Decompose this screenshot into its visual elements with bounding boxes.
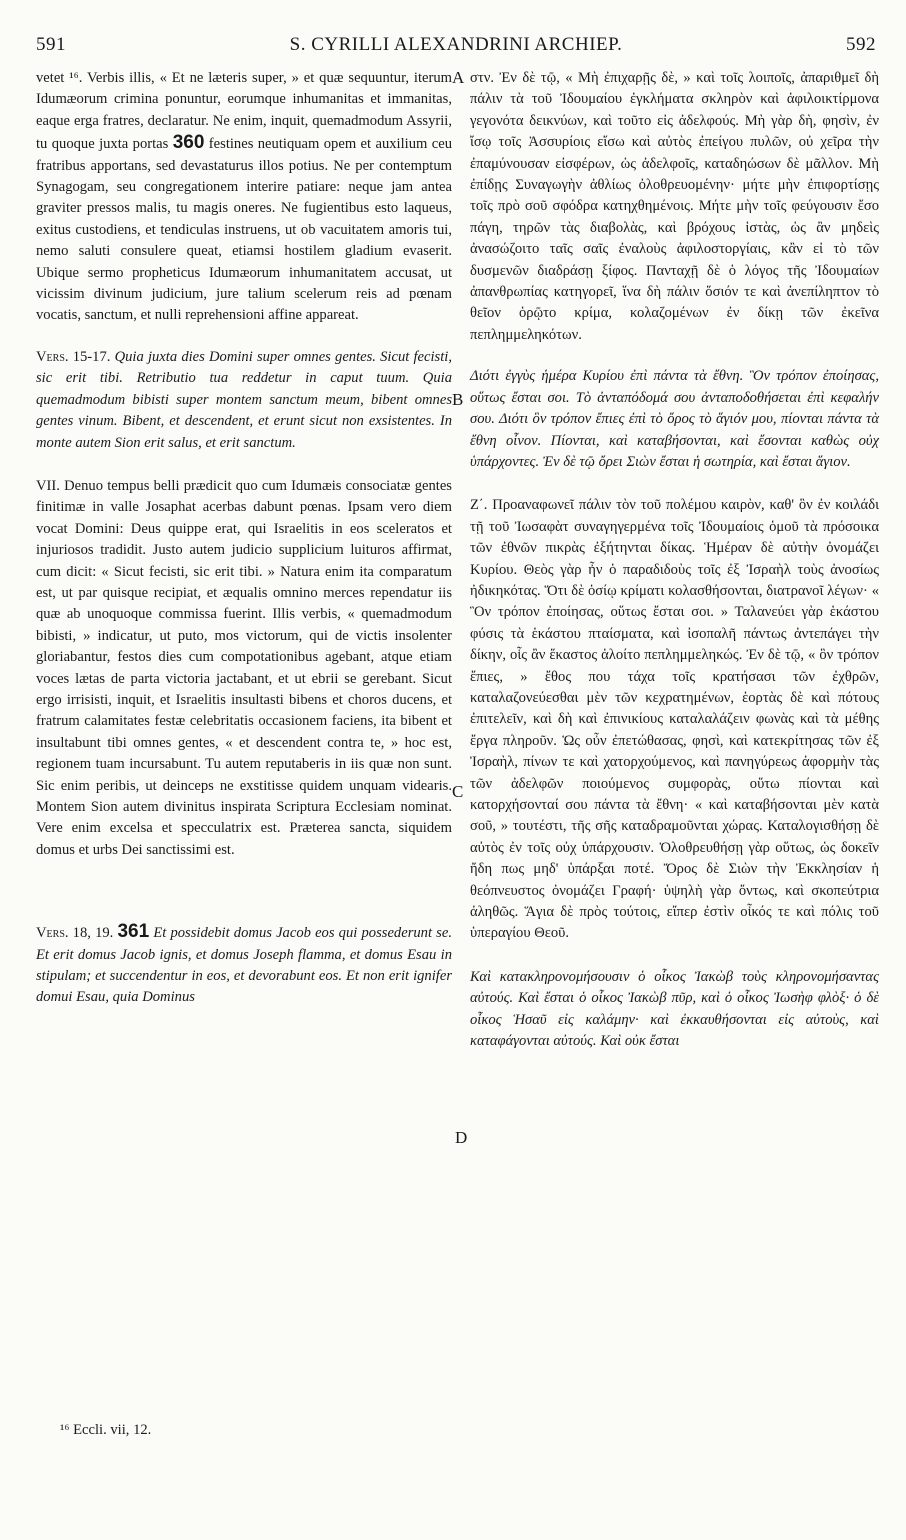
latin-verse-18-19: Vers. 18, 19. 361 Et possidebit domus Jacob eos qui possederunt se. Et erit domus Jacob ignis, et domus Joseph flamma, et domus Esau in stipulam; et succendentur in eos, et devorabunt eos. Et non erit ignifer domui Esau, quia Dominus — [36, 921, 452, 1006]
latin-paragraph-1: vetet ¹⁶. Verbis illis, « Et ne læteris super, » et quæ sequuntur, iterum Idumæorum crimina ponuntur, eorumque inhumanitas et immanitas, eaque erga fratres, declaratur. Ne enim, inquit, quemadmodum Assyrii, tu quoque juxta portas 360 festines neutiquam opem et auxilium ceu fratribus apportans, sed devastaturus illos potius. Ne per contemptum Synagogam, seu congregationem interire patiare: neque jam antea graviter pressos malis, tu magis oneres. Ne fugientibus esto laqueus, exitus custodiens, et tendiculas instruens, ut ob vacuitatem amoris tui, nemo saluti consulere queat, etiamsi hostilem gladium evaserit. Ubique sermo propheticus Idumæorum inhumanitatem accusat, ut vicissim divinum judicium, jure talium scelerum reis ad pœnam vocatis, sanctum, et nulli reprehensioni affine appareat. — [36, 70, 452, 324]
greek-column — [470, 68, 879, 1052]
page-header — [36, 34, 876, 64]
latin-column — [36, 68, 452, 1009]
page-number-right: 592 — [846, 34, 876, 55]
latin-verse-15-17: Vers. 15-17. Quia juxta dies Domini super omnes gentes. Sicut fecisti, sic erit tibi. Retributio tua reddetur in caput tuum. Quia quemadmodum bibisti super montem sanctum meum, bibent omnes gentes vinum. Bibent, et descendent, et erunt sicut non exsistentes. In monte autem Sion erit salus, et erit sanctum. — [36, 348, 452, 451]
page-number-left: 591 — [36, 34, 66, 55]
verse-label: Vers. 15-17. — [36, 348, 111, 365]
section-marker-a: A — [452, 68, 465, 87]
greek-verse-18-19: Καὶ κατακληρονομήσουσιν ὁ οἶκος Ἰακὼβ τοὺς κληρονομήσαντας αὐτούς. Καὶ ἔσται ὁ οἶκος Ἰακὼβ πῦρ, καὶ ὁ οἶκος Ἰωσὴφ φλὸξ· ὁ δὲ οἶκος Ἡσαῦ εἰς καλάμην· καὶ ἐκκαυθήσονται εἰς αὐτοὺς, καὶ καταφάγονται αὐτούς. Καὶ οὐκ ἔσται — [470, 968, 879, 1050]
footnote: ¹⁶ Eccli. vii, 12. — [60, 1422, 152, 1438]
section-marker-b: B — [452, 390, 464, 409]
running-title: S. CYRILLI ALEXANDRINI ARCHIEP. — [289, 34, 623, 55]
greek-paragraph-1: στν. Ἐν δὲ τῷ, « Μὴ ἐπιχαρῇς δὲ, » καὶ τοῖς λοιποῖς, ἀπαριθμεῖ δὴ πάλιν τὰ τοῦ Ἰδουμαίου ἐγκλήματα σκληρὸν καὶ ἀφιλοικτίρμονα γεγονότα δεικνύων, καὶ τοῦτο εἰς ἀδελφούς. Μὴ γὰρ δὴ, φησὶν, ἐν ἴσῳ τοῖς Ἀσσυρίοις εἴσω καὶ αὐτὸς ἐπείγου πυλῶν, οὐ χεῖρα τὴν ἐπαμύνουσαν εἰσφέρων, ὡς ἀδελφοῖς, καταδηώσων δὲ μᾶλλον. Μὴ ἐπίδῃς Συναγωγὴν ἀθλίως ὀλοθρευομένην· μήτε μὴν ἐπιφορτίσῃς τοῖς πρὸ σοῦ σφόδρα κατηχθημένοις. Μήτε μὴν τοῖς φεύγουσιν ἔσο πάγη, τηρῶν τὰς διαβολὰς, καὶ βρόχους ἱστὰς, ὡς ἂν μηδεὶς ἀνασώζοιτο ταῖς σαῖς ἐναλοὺς ἀφιλοστοργίαις, κἂν εἰ τὸ τῶν δυσμενῶν διαδράσῃ ξίφος. Πανταχῇ δὲ ὁ λόγος τῆς Ἰδουμαίων ἀπανθρωπίας κατηγορεῖ, ἵνα δὴ πάλιν ὅσιόν τε καὶ ἀνεπίληπτον τὸ θεῖον ὁρῷτο κρίμα, κολαζομένων ἐν δίκῃ τῶν ἐκεῖνα πεπλημμεληκότων. — [470, 70, 879, 343]
latin-paragraph-vii: VII. Denuo tempus belli prædicit quo cum Idumæis consociatæ gentes finitimæ in valle Josaphat acerbas dabunt pœnas. Ipsam vero diem vocat Domini: Deus quippe erat, qui Israelitis in eos sceleratos et injuriosos tradidit. Justo autem judicio supplicium luituros affirmat, cum dicit: « Sicut fecisti, sic erit tibi. » Natura enim ita comparatum est, ut par quisque recipiat, et æqualis omnino merces rependatur iis quæ ab unoquoque commissa fuerint. Illis verbis, « quemadmodum bibisti, » indicatur, ut puto, mos victorum, qui de victis insolenter gloriabantur, festos dies cum compotationibus agebant, atque etiam voces lætas de parta victoria jactabant, et ut ebrii se gerebant. Sicut ergo irrisisti, inquit, et Israelitis insultasti bibens et choros ducens, et fratrum calamitates festæ celebritatis occasionem faciens, ita bibent et insultabunt tibi omnes gentes, « et descendent contra te, » hoc est, regionem tuam incursabunt. Tu autem reputaberis in iis quæ non sunt. Sic enim peribis, ut deinceps ne exstitisse quidem unquam videaris. Montem Sion autem divinitus inspirata Scriptura Ecclesiam nominat. Vere enim excelsa et specculatrix est. Præterea sancta, siquidem domus et urbs Dei sanctissimi est. — [36, 477, 452, 858]
margin-number-360: 360 — [172, 132, 205, 154]
section-marker-c: C — [452, 782, 464, 801]
greek-verse-15-17: Διότι ἐγγὺς ἡμέρα Κυρίου ἐπὶ πάντα τὰ ἔθνη. Ὃν τρόπον ἐποίησας, οὕτως ἔσται σοι. Τὸ ἀνταπόδομά σου ἀνταποδοθήσεται ἐπὶ κεφαλήν σου. Διότι ὃν τρόπον ἔπιες ἐπὶ τὸ ὄρος τὸ ἅγιόν μου, πίονται πάντα τὰ ἔθνη οἶνον. Πίονται, καὶ καταβήσονται, καὶ ἔσονται καθὼς οὐχ ὑπάρχοντες. Ἐν δὲ τῷ ὄρει Σιὼν ἔσται ἡ σωτηρία, καὶ ἔσται ἅγιον. — [470, 368, 879, 470]
margin-number-361: 361 — [117, 921, 150, 943]
greek-paragraph-z: Ζ΄. Προαναφωνεῖ πάλιν τὸν τοῦ πολέμου καιρὸν, καθ' ὃν ἐν κοιλάδι τῇ τοῦ Ἰωσαφὰτ συναγηγερμένα τοῖς Ἰδουμαίοις ὁμοῦ τὰ πρόσοικα τῶν ἐθνῶν πικρὰς ἐξήτηνται δίκας. Ἡμέραν δὲ αὐτὴν ὀνομάζει Κυρίου. Θεὸς γὰρ ἦν ὁ παραδιδοὺς τοῖς ἐξ Ἰσραὴλ τοὺς ἀνοσίως ἠδικηκότας. Ὅτι δὲ ὁσίῳ κρίματι κολασθήσονται, διατρανοῖ λέγων· « Ὃν τρόπον ἐποίησας, οὕτως ἔσται σοι. » Ταλανεύει γὰρ ἑκάστου φύσις τὰ ἑκάστου πταίσματα, καὶ ἰσοπαλῆ πάντως ἀντεπάγει τὴν δίκην, οἷς ἂν ἕκαστος ἁλοίτο πεπλημμεληκώς. Ἐν δὲ τῷ, « ὃν τρόπον ἔπιες, » ἔθος που τάχα τοῖς κρατήσασι τῶν ἐχθρῶν, καταλαζονεύεσθαι μὲν τῶν κεχρατημένων, ἑορτὰς δὲ καὶ πότους ἐπιτελεῖν, καὶ δὴ καὶ ἐπινικίους καταλαλάζειν φωνὰς καὶ τὰ μέθης ἔργα πληροῦν. Ὡς οὖν ἐπετώθασας, φησὶ, καὶ κατεκρίτησας τῶν ἐξ Ἰσραὴλ, πίνων τε καὶ χατορχούμενος, καὶ πανηγύρεως ἀφορμὴν τὰς τῶν ἀδελφῶν ποιούμενος συμφορὰς, οὕτω πίονται καὶ κατορχήσονταί σου πάντα τὰ ἔθνη· « καὶ καταβήσονται μὲν κατὰ σοῦ, » τουτέστι, τῆς σῆς καταδραμοῦνται χώρας. Καταλογισθήσῃ δὲ αὐτὸς ἐν τοῖς οὐχ ὑπάρχουσιν. Ὀλοθρευθήσῃ γὰρ οὕτως, ὡς δοκεῖν ἤδη πως μηδ' ὑπάρξαι ποτέ. Ὄρος δὲ Σιὼν τὴν Ἐκκλησίαν ἡ θεόπνευστος ὀνομάζει Γραφή· ὑψηλὴ γὰρ ὄντως, καὶ σκοπεύτρια ἀληθῶς. Ἅγια δὲ πρὸς τούτοις, εἴπερ ἐστὶν οἶκός τε καὶ πόλις τοῦ ὑπεραγίου Θεοῦ. — [470, 497, 879, 942]
verse-label: Vers. 18, 19. — [36, 925, 114, 942]
section-marker-d: D — [455, 1128, 468, 1147]
